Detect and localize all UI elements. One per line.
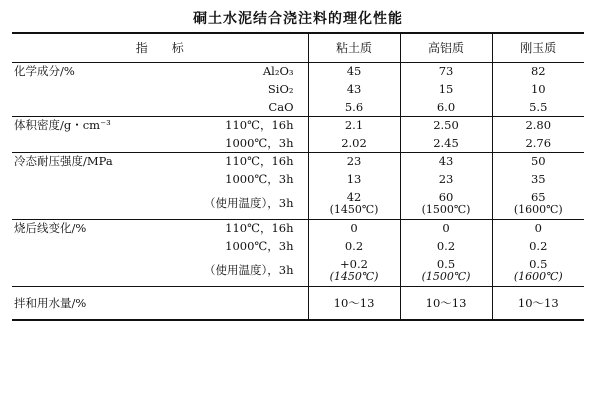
cell-value: 23 [400, 170, 492, 188]
row-condition: 1000℃，3h [160, 134, 308, 152]
row-condition: SiO₂ [267, 82, 294, 96]
cell-value: 42 [346, 189, 362, 204]
cell-value: 2.1 [308, 116, 400, 134]
cell-value: 23 [308, 152, 400, 170]
group-water [12, 286, 584, 320]
row-condition: （使用温度），3h [160, 188, 308, 219]
cell-value: 82 [492, 62, 584, 80]
cell-value-stacked [492, 255, 584, 286]
cell-value: 0 [400, 219, 492, 237]
cell-value: +0.2 [340, 256, 368, 271]
cell-value: 15 [400, 80, 492, 98]
table-row [12, 237, 584, 255]
cell-value: 6.0 [400, 98, 492, 116]
cell-value: 35 [492, 170, 584, 188]
page-title: 硐土水泥结合浇注料的理化性能 [193, 11, 403, 27]
cell-value: 50 [492, 152, 584, 170]
group-linear-change [12, 219, 584, 286]
table-row [12, 152, 584, 170]
cell-value: 45 [308, 62, 400, 80]
table-row [12, 170, 584, 188]
cell-value: 5.6 [308, 98, 400, 116]
row-condition: Al₂O₃ [262, 64, 294, 79]
cell-value-stacked [492, 188, 584, 219]
service-temperature: (1600℃) [513, 269, 563, 283]
service-temperature: (1450℃) [329, 202, 379, 216]
cell-value: 65 [530, 189, 546, 204]
cell-value: 2.50 [400, 116, 492, 134]
group-density [12, 116, 584, 152]
table-row [12, 219, 584, 237]
service-temperature: (1450℃) [329, 269, 379, 283]
indicator-header: 指 标 [12, 33, 308, 62]
cell-value-stacked [308, 188, 400, 219]
row-condition: 110℃，16h [225, 118, 294, 133]
cell-value: 0 [308, 219, 400, 237]
table-row [12, 62, 584, 80]
table-row [12, 255, 584, 286]
cell-value: 13 [308, 170, 400, 188]
group-name-density: 体积密度/g・cm⁻³ [14, 118, 111, 133]
cell-value: 2.45 [400, 134, 492, 152]
cell-value: 2.80 [492, 116, 584, 134]
cell-value: 0.2 [492, 237, 584, 255]
group-name-strength: 冷态耐压强度/MPa [14, 154, 113, 169]
table-row [12, 98, 584, 116]
cell-value: 10～13 [492, 286, 584, 320]
cell-value-stacked [400, 188, 492, 219]
table-row [12, 286, 584, 320]
cell-value: 2.02 [308, 134, 400, 152]
properties-table [12, 32, 584, 321]
group-name-linear-change: 烧后线变化/% [14, 221, 87, 236]
row-condition: CaO [160, 98, 308, 116]
product-header-corundum: 刚玉质 [492, 33, 584, 62]
cell-value: 73 [400, 62, 492, 80]
row-condition: 1000℃，3h [225, 239, 294, 253]
row-condition: 110℃，16h [225, 154, 294, 169]
row-condition: 1000℃，3h [225, 172, 294, 186]
table-row [12, 80, 584, 98]
cell-value: 60 [438, 189, 454, 204]
group-composition [12, 62, 584, 116]
cell-value-stacked [400, 255, 492, 286]
service-temperature: (1500℃) [421, 269, 471, 283]
product-header-high-alumina: 高铝质 [400, 33, 492, 62]
service-temperature: (1600℃) [513, 202, 563, 216]
cell-value: 2.76 [492, 134, 584, 152]
table-header-row [12, 33, 584, 62]
cell-value-stacked [308, 255, 400, 286]
cell-value: 43 [308, 80, 400, 98]
table-row [12, 188, 584, 219]
table-row [12, 116, 584, 134]
group-name-composition: 化学成分/% [14, 64, 75, 79]
group-strength [12, 152, 584, 219]
row-condition: 110℃，16h [225, 221, 294, 236]
cell-value: 10～13 [400, 286, 492, 320]
group-name-water: 拌和用水量/% [12, 286, 308, 320]
cell-value: 5.5 [492, 98, 584, 116]
cell-value: 0 [492, 219, 584, 237]
cell-value: 0.5 [436, 256, 456, 271]
service-temperature: (1500℃) [421, 202, 471, 216]
cell-value: 43 [400, 152, 492, 170]
cell-value: 10～13 [308, 286, 400, 320]
table-row [12, 134, 584, 152]
row-condition: （使用温度），3h [160, 255, 308, 286]
cell-value: 0.5 [529, 256, 548, 271]
product-header-clay: 粘土质 [308, 33, 400, 62]
cell-value: 0.2 [400, 237, 492, 255]
cell-value: 0.2 [308, 237, 400, 255]
cell-value: 10 [492, 80, 584, 98]
